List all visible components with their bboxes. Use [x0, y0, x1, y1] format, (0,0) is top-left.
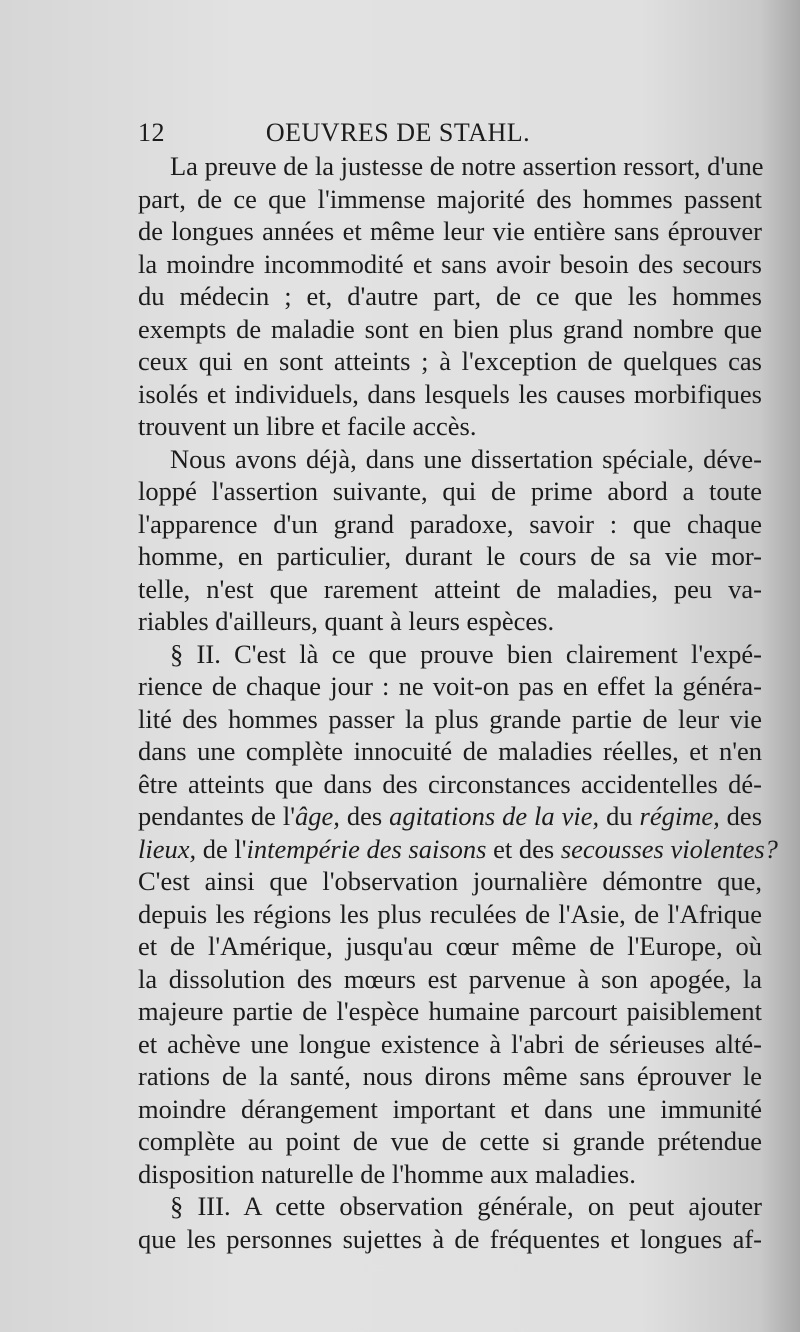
text-line: homme, en particulier, durant le cours de sa vie mor- [138, 541, 762, 571]
text-line: dans une complète innocuité de maladies réelles, et n'en [138, 736, 762, 766]
text-line: moindre dérangement important et dans une immunité [138, 1093, 762, 1124]
text-line: lité des hommes passer la plus grande partie de leur vie [138, 703, 762, 734]
italic-term: lieux, [138, 833, 197, 864]
body-text [138, 150, 778, 1255]
text-line: complète au point de vue de cette si grande prétendue [138, 1126, 762, 1156]
text-line: et achève une longue existence à l'abri de sérieuses alté- [138, 1028, 762, 1059]
text-run: de l' [196, 833, 247, 864]
text-line: riables d'ailleurs, quant à leurs espèces. [138, 606, 555, 636]
section-marker-line: § III. A cette observation générale, on peut ajouter [170, 1191, 762, 1221]
text-line: majeure partie de l'espèce humaine parcourt paisiblement [138, 996, 762, 1026]
italic-term: âge, [295, 801, 340, 831]
text-line: l'apparence d'un grand paradoxe, savoir : que chaque [138, 508, 762, 539]
text-line: du médecin ; et, d'autre part, de ce que les hommes [138, 281, 762, 311]
text-run: du [599, 801, 640, 831]
italic-term: régime, [639, 801, 720, 831]
section-marker-line: § II. C'est là ce que prouve bien clairement l'expé- [170, 638, 762, 669]
text-line: isolés et individuels, dans lesquels les causes morbifiques [138, 378, 762, 409]
text-run: des [339, 801, 390, 831]
text-line: rations de la santé, nous dirons même sans éprouver le [138, 1061, 762, 1091]
text-line: C'est ainsi que l'observation journalière démontre que, [138, 866, 762, 896]
text-line: depuis les régions les plus reculées de l'Asie, de l'Afrique [138, 898, 762, 929]
page-number: 12 [138, 118, 165, 147]
text-line: ceux qui en sont atteints ; à l'exception de quelques cas [138, 346, 762, 376]
text-line: être atteints que dans des circonstances accidentelles dé- [138, 768, 762, 799]
text-line-italic-mix [138, 800, 762, 833]
text-line-italic-mix [138, 833, 778, 866]
running-title: OEUVRES DE STAHL. [265, 118, 531, 147]
text-run: des [719, 801, 763, 831]
text-line: et de l'Amérique, jusqu'au cœur même de l'Europe, où [138, 931, 762, 961]
italic-term: secousses violentes? [560, 833, 778, 864]
text-line: disposition naturelle de l'homme aux maladies. [138, 1158, 636, 1189]
text-line: exempts de maladie sont en bien plus grand nombre que [138, 313, 762, 344]
italic-term: intempérie des saisons [246, 833, 487, 864]
text-line: loppé l'assertion suivante, qui de prime abord a toute [138, 476, 762, 506]
text-run: et des [486, 833, 561, 864]
text-line: Nous avons déjà, dans une dissertation spéciale, déve- [170, 443, 762, 474]
text-line: La preuve de la justesse de notre assertion ressort, d'une [170, 151, 764, 181]
text-line: la dissolution des mœurs est parvenue à son apogée, la [138, 963, 762, 994]
text-line: de longues années et même leur vie entière sans éprouver [138, 216, 762, 246]
italic-term: agitations de la vie, [389, 801, 600, 831]
page-header [138, 118, 658, 152]
text-line: trouvent un libre et facile accès. [138, 411, 477, 441]
text-line: la moindre incommodité et sans avoir besoin des secours [138, 248, 762, 279]
text-line: que les personnes sujettes à de fréquentes et longues af- [138, 1223, 762, 1254]
text-run: pendantes de l' [138, 801, 296, 831]
text-line: rience de chaque jour : ne voit-on pas en effet la généra- [138, 671, 762, 701]
text-line: telle, n'est que rarement atteint de maladies, peu va- [138, 573, 762, 604]
text-line: part, de ce que l'immense majorité des hommes passent [138, 183, 762, 214]
